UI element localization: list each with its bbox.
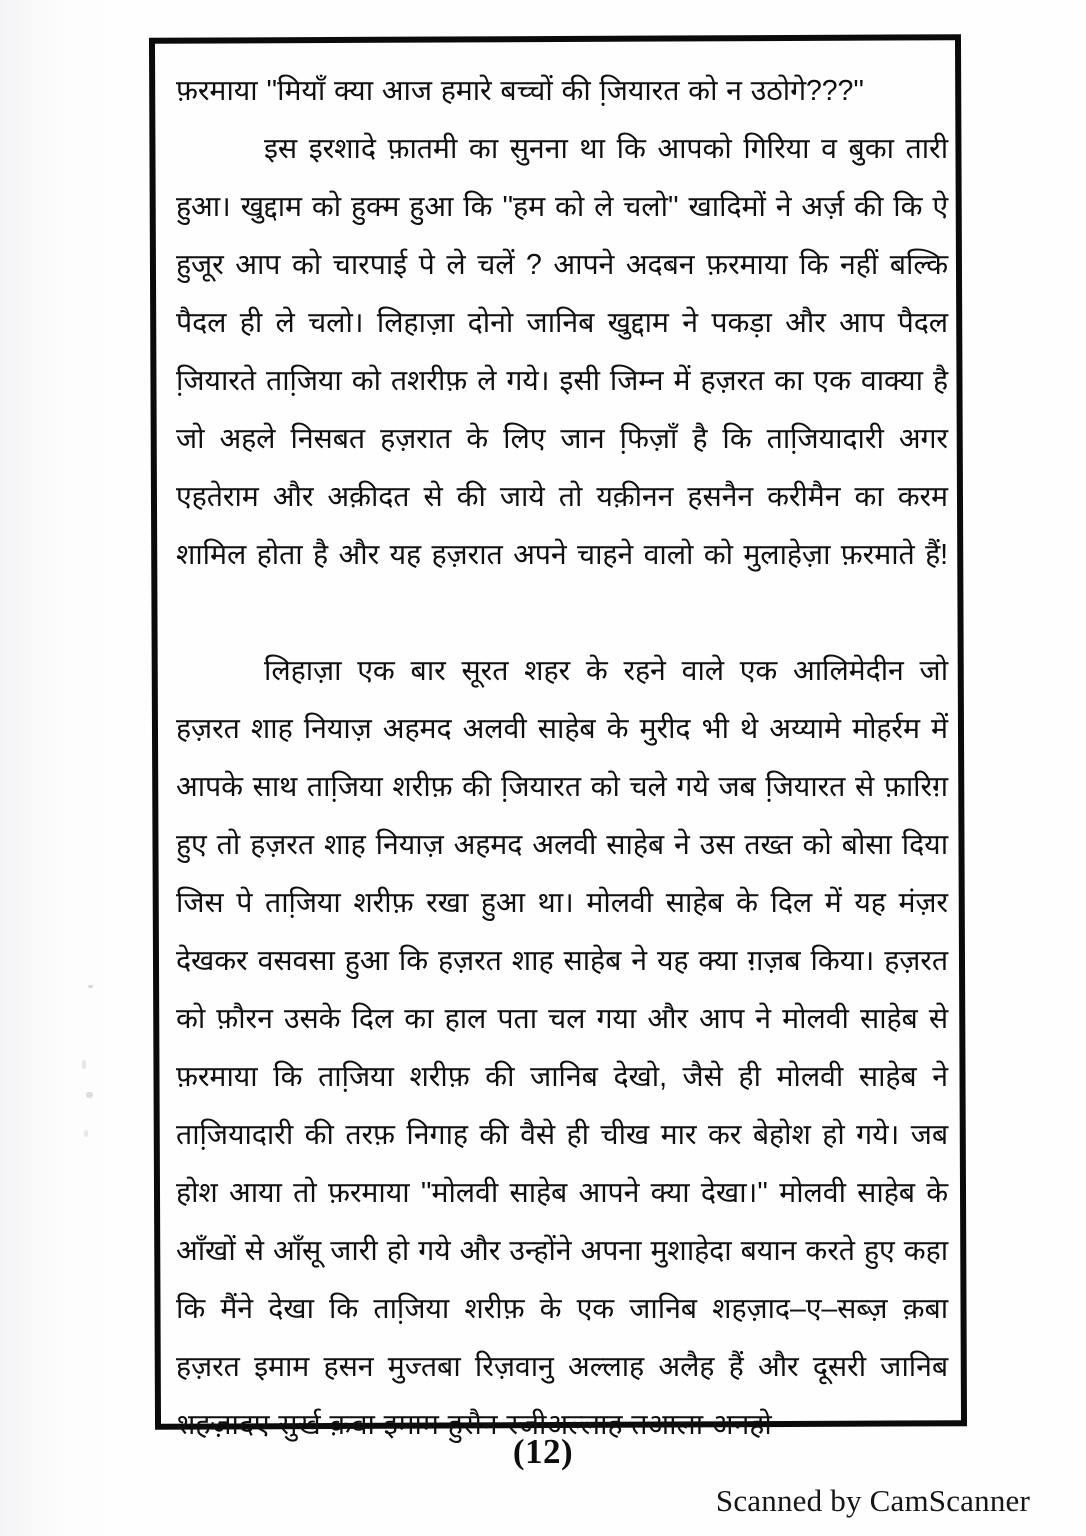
scan-speck-artifact [86,1092,93,1098]
camscanner-watermark: Scanned by CamScanner [715,1483,1030,1518]
scan-speck-artifact [82,1060,86,1069]
page-number: (12) [512,1432,574,1471]
paragraph: लिहाज़ा एक बार सूरत शहर के रहने वाले एक आलिमेदीन जो हज़रत शाह नियाज़ अहमद अलवी साहेब के मुरीद भी थे अय्यामे मोहर्रम में आपके साथ ताजि़या शरीफ़ की जि़यारत को चले गये जब जि़यारत से फ़ारिग़ हुए तो हज़रत शाह नियाज़ अहमद अलवी साहेब ने उस तख्त को बोसा दिया जिस पे ताजि़या शरीफ़ रखा हुआ था। मोलवी साहेब के दिल में यह मंज़र देखकर वसवसा हुआ कि हज़रत शाह साहेब ने यह क्या ग़ज़ब किया। हज़रत को फ़ौरन उसके दिल का हाल पता चल गया और आप ने मोलवी साहेब से फ़रमाया कि ताजि़या शरीफ़ की जानिब देखो, जैसे ही मोलवी साहेब ने ताजि़यादारी की तरफ़ निगाह की वैसे ही चीख मार कर बेहोश हो गये। जब होश आया तो फ़रमाया ''मोलवी साहेब आपने क्या देखा।'' मोलवी साहेब के आँखों से आँसू जारी हो गये और उन्होंने अपना मुशाहेदा बयान करते हुए कहा कि मैंने देखा कि ताजि़या शरीफ़ के एक जानिब शहज़ाद–ए–सब्ज़ क़बा हज़रत इमाम हसन मुज्तबा रिज़वानु अल्लाह अलैह हैं और दूसरी जानिब शहज़ादए सुर्ख क़बा इमाम हुसैन रजीअल्लाह तआला अनहो [176,655,948,1441]
paragraph: फ़रमाया ''मियॉं क्या आज हमारे बच्चों की जि़यारत को न उठोगे???'' [176,75,864,107]
paragraph: इस इरशादे फ़ातमी का सुनना था कि आपको गिरिया व बुका तारी हुआ। खुद्दाम को हुक्म हुआ कि ''हम को ले चलो'' खादिमों ने अर्ज़ की कि ऐ हुजूर आप को चारपाई पे ले चलें ? आपने अदबन फ़रमाया कि नहीं बल्कि पैदल ही ले चलो। लिहाज़ा दोनो जानिब खुद्दाम ने पकड़ा और आप पैदल जि़यारते ताजि़या को तशरीफ़ ले गये। इसी जिम्न में हज़रत का एक वाक्या है जो अहले निसबत हज़रात के लिए जान फि़ज़ॉं है कि ताजि़यादारी अगर एहतेराम और अक़ीदत से की जाये तो यक़ीनन हसनैन करीमैन का करम शामिल होता है और यह हज़रात अपने चाहने वालो को मुलाहेज़ा फ़रमाते हैं! [176,133,948,571]
scan-speck-artifact [84,1130,88,1137]
scan-speck-artifact [88,985,93,988]
scan-shading-artifact [0,0,150,1536]
page-text-block [176,62,948,1441]
